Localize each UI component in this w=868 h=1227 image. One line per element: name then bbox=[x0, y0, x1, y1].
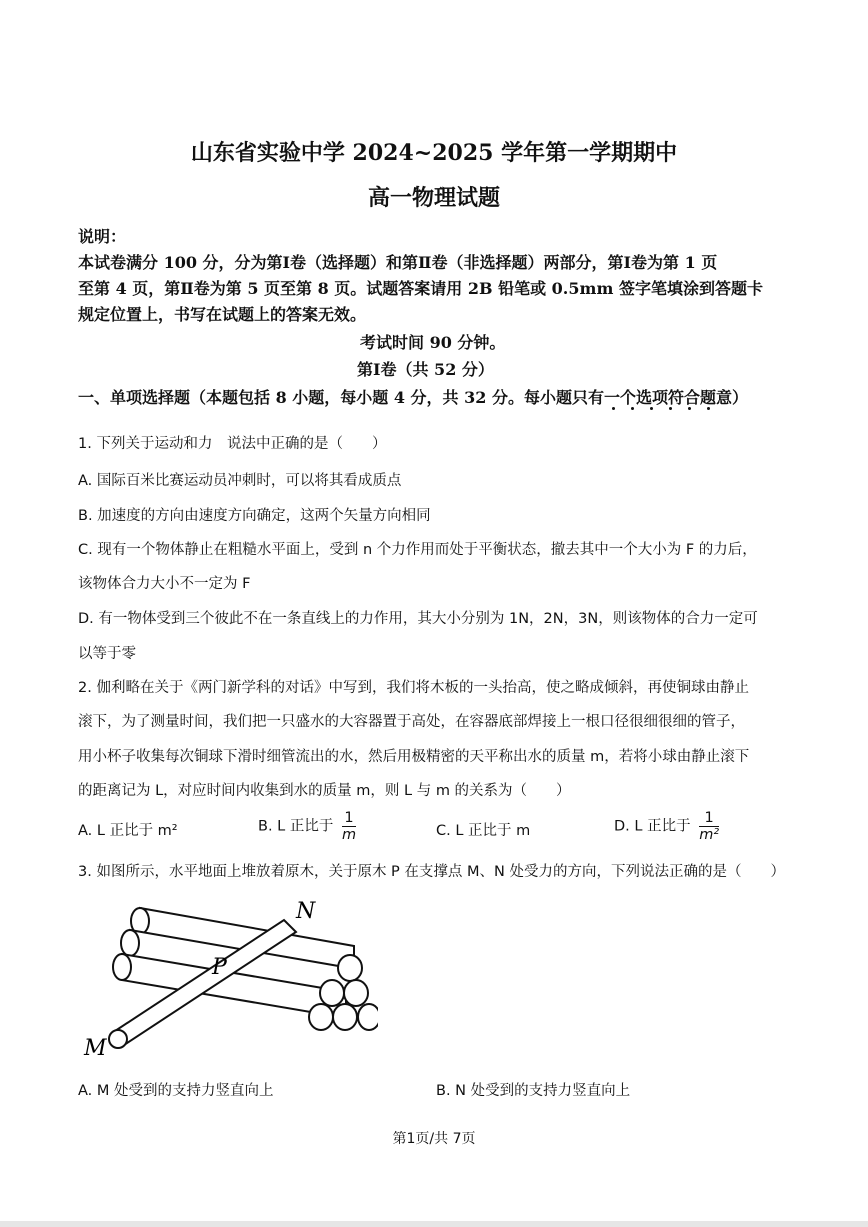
emphasis-dot bbox=[669, 407, 672, 410]
q2-option-d-fraction bbox=[699, 810, 719, 843]
q1-option-a: A. 国际百米比赛运动员冲刺时，可以将其看成质点 bbox=[78, 473, 402, 489]
exam-title: 山东省实验中学 2024~2025 学年第一学期期中 bbox=[190, 140, 678, 166]
page-bottom-edge bbox=[0, 1221, 868, 1227]
part-1-heading: 第Ⅰ卷（共 52 分） bbox=[357, 360, 494, 379]
exam-subtitle: 高一物理试题 bbox=[367, 185, 500, 211]
fraction-denominator: m bbox=[341, 827, 357, 843]
q2-stem-line2: 滚下，为了测量时间，我们把一只盛水的大容器置于高处，在容器底部焊接上一根口径很细很细的管子， bbox=[78, 714, 745, 730]
label-n: N bbox=[296, 899, 316, 924]
q2-stem-line3: 用小杯子收集每次铜球下滑时细管流出的水，然后用极精密的天平称出水的质量 m，若将小球由静止滚下 bbox=[78, 749, 750, 765]
emphasis-dot bbox=[650, 407, 653, 410]
q2-option-b bbox=[258, 810, 356, 843]
emphasis-dot bbox=[688, 407, 691, 410]
q2-stem-line1: 2. 伽利略在关于《两门新学科的对话》中写到，我们将木板的一头抬高，使之略成倾斜，再使铜球由静止 bbox=[78, 680, 749, 696]
q1-option-d-line2: 以等于零 bbox=[78, 646, 136, 662]
instructions-heading: 说明： bbox=[78, 227, 127, 246]
page-footer: 第1页/共 7页 bbox=[392, 1131, 476, 1147]
q1-stem: 1. 下列关于运动和力 说法中正确的是（ ） bbox=[78, 436, 387, 452]
instructions-line-3: 规定位置上，书写在试题上的答案无效。 bbox=[78, 305, 367, 324]
q1-option-d-line1: D. 有一物体受到三个彼此不在一条直线上的力作用，其大小分别为 1N，2N，3N，则该物体的合力一定可 bbox=[78, 611, 758, 627]
q1-option-c-line1: C. 现有一个物体静止在粗糙水平面上，受到 n 个力作用而处于平衡状态，撤去其中一个大小为 F 的力后， bbox=[78, 542, 757, 558]
instructions-line-2: 至第 4 页，第Ⅱ卷为第 5 页至第 8 页。试题答案请用 2B 铅笔或 0.5mm 签字笔填涂到答题卡 bbox=[78, 279, 763, 298]
q3-option-b: B. N 处受到的支持力竖直向上 bbox=[436, 1083, 631, 1099]
emphasis-dot bbox=[707, 407, 710, 410]
label-m: M bbox=[84, 1036, 107, 1061]
q1-option-b: B. 加速度的方向由速度方向确定，这两个矢量方向相同 bbox=[78, 508, 431, 524]
q2-stem-line4: 的距离记为 L，对应时间内收集到水的质量 m，则 L 与 m 的关系为（ ） bbox=[78, 783, 571, 799]
exam-time: 考试时间 90 分钟。 bbox=[360, 333, 506, 352]
q3-option-a: A. M 处受到的支持力竖直向上 bbox=[78, 1083, 274, 1099]
q2-option-b-fraction bbox=[342, 810, 356, 843]
instructions-line-1: 本试卷满分 100 分，分为第Ⅰ卷（选择题）和第Ⅱ卷（非选择题）两部分，第Ⅰ卷为第 1 页 bbox=[78, 253, 718, 272]
fraction-denominator: m² bbox=[699, 827, 720, 843]
label-p: P bbox=[212, 955, 227, 980]
q2-option-a: A. L 正比于 m² bbox=[78, 823, 178, 839]
q2-option-d-label: D. L 正比于 bbox=[614, 818, 691, 835]
emphasis-dot bbox=[612, 407, 615, 410]
fraction-numerator: 1 bbox=[342, 810, 356, 827]
q2-option-c: C. L 正比于 m bbox=[436, 823, 531, 839]
q1-option-c-line2: 该物体合力大小不一定为 F bbox=[78, 576, 251, 592]
q2-option-b-label: B. L 正比于 bbox=[258, 818, 334, 835]
logs-diagram bbox=[78, 890, 378, 1065]
q3-stem: 3. 如图所示，水平地面上堆放着原木，关于原木 P 在支撑点 M、N 处受力的方向，下列说法正确的是（ ） bbox=[78, 864, 785, 880]
q2-option-d bbox=[614, 810, 719, 843]
emphasis-dot bbox=[631, 407, 634, 410]
section-1-heading: 一、单项选择题（本题包括 8 小题，每小题 4 分，共 32 分。每小题只有一个选项符合题意） bbox=[78, 388, 748, 407]
fraction-numerator: 1 bbox=[699, 810, 719, 827]
